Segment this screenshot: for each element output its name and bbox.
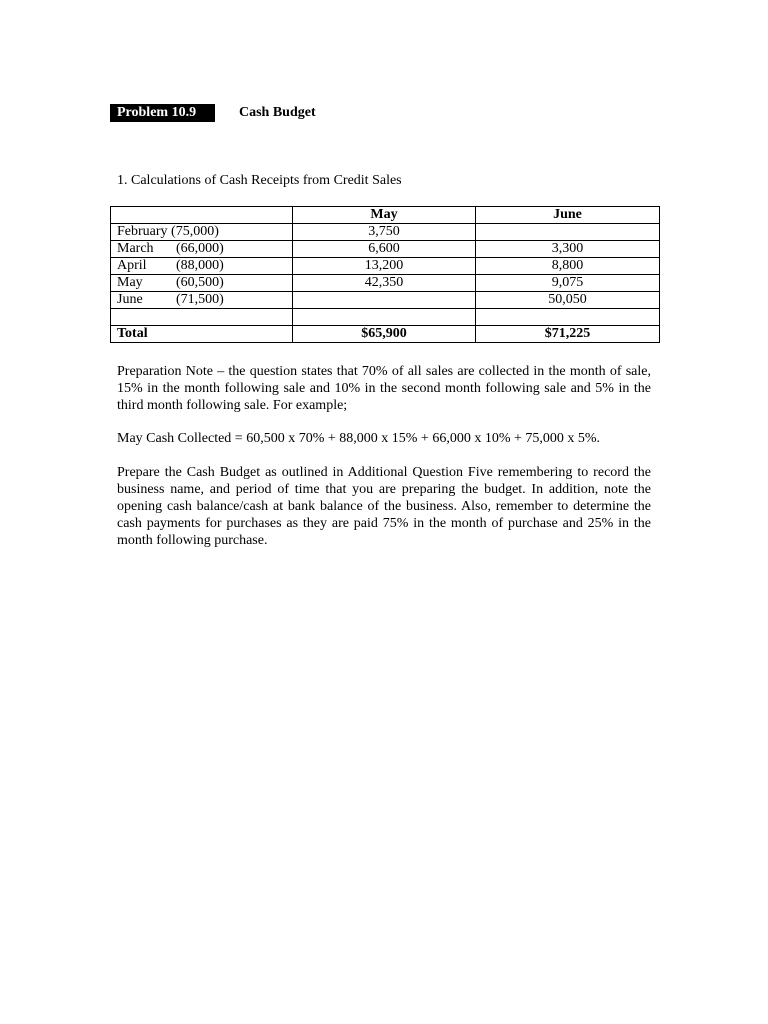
table-row <box>111 241 660 258</box>
example-calculation: May Cash Collected = 60,500 x 70% + 88,000 x 15% + 66,000 x 10% + 75,000 x 5%. <box>117 431 601 446</box>
row-label <box>111 241 293 258</box>
row-label <box>111 292 293 309</box>
june-cell <box>476 224 660 241</box>
spacer-row <box>111 309 660 326</box>
sales-amount: (71,500) <box>176 292 224 307</box>
may-cell: 42,350 <box>293 275 476 292</box>
june-cell: 8,800 <box>476 258 660 275</box>
month-label: February <box>117 224 168 239</box>
row-label <box>111 224 293 241</box>
total-june: $71,225 <box>476 326 660 343</box>
page-title: Cash Budget <box>239 105 316 120</box>
total-may: $65,900 <box>293 326 476 343</box>
june-cell: 50,050 <box>476 292 660 309</box>
month-label: June <box>117 292 143 307</box>
table-row <box>111 275 660 292</box>
may-cell <box>293 292 476 309</box>
sales-amount: (66,000) <box>176 241 224 256</box>
document-header <box>110 104 660 124</box>
instructions-paragraph: Prepare the Cash Budget as outlined in Additional Question Five remembering to record the business name, and period of time that you are preparing the budget. In addition, note the opening cash balance/cash at bank balance of the business. Also, remember to determine the cash payments for purchases as they are paid 75% in the month of purchase and 25% in the month following purchase. <box>117 465 651 548</box>
row-label <box>111 275 293 292</box>
month-label: April <box>117 258 147 273</box>
total-label: Total <box>111 326 293 343</box>
section-heading: 1. Calculations of Cash Receipts from Credit Sales <box>117 173 402 188</box>
month-label: March <box>117 241 154 256</box>
may-cell: 13,200 <box>293 258 476 275</box>
empty-cell <box>293 309 476 326</box>
total-row <box>111 326 660 343</box>
header-row <box>110 104 660 124</box>
cash-receipts-table <box>110 206 660 343</box>
sales-amount: (60,500) <box>176 275 224 290</box>
column-header-blank <box>111 207 293 224</box>
june-cell: 3,300 <box>476 241 660 258</box>
table-row <box>111 292 660 309</box>
row-label <box>111 258 293 275</box>
month-label: May <box>117 275 143 290</box>
june-cell: 9,075 <box>476 275 660 292</box>
table-row <box>111 224 660 241</box>
table-row <box>111 258 660 275</box>
empty-cell <box>476 309 660 326</box>
may-cell: 6,600 <box>293 241 476 258</box>
table-header-row <box>111 207 660 224</box>
preparation-note: Preparation Note – the question states that 70% of all sales are collected in the month of sale, 15% in the month following sale and 10% in the second month following sale and 5% in the third month following sale. For example; <box>117 364 651 413</box>
empty-cell <box>111 309 293 326</box>
may-cell: 3,750 <box>293 224 476 241</box>
sales-amount: (88,000) <box>176 258 224 273</box>
problem-badge: Problem 10.9 <box>110 104 215 122</box>
column-header-may: May <box>293 207 476 224</box>
sales-amount: (75,000) <box>171 224 219 239</box>
column-header-june: June <box>476 207 660 224</box>
